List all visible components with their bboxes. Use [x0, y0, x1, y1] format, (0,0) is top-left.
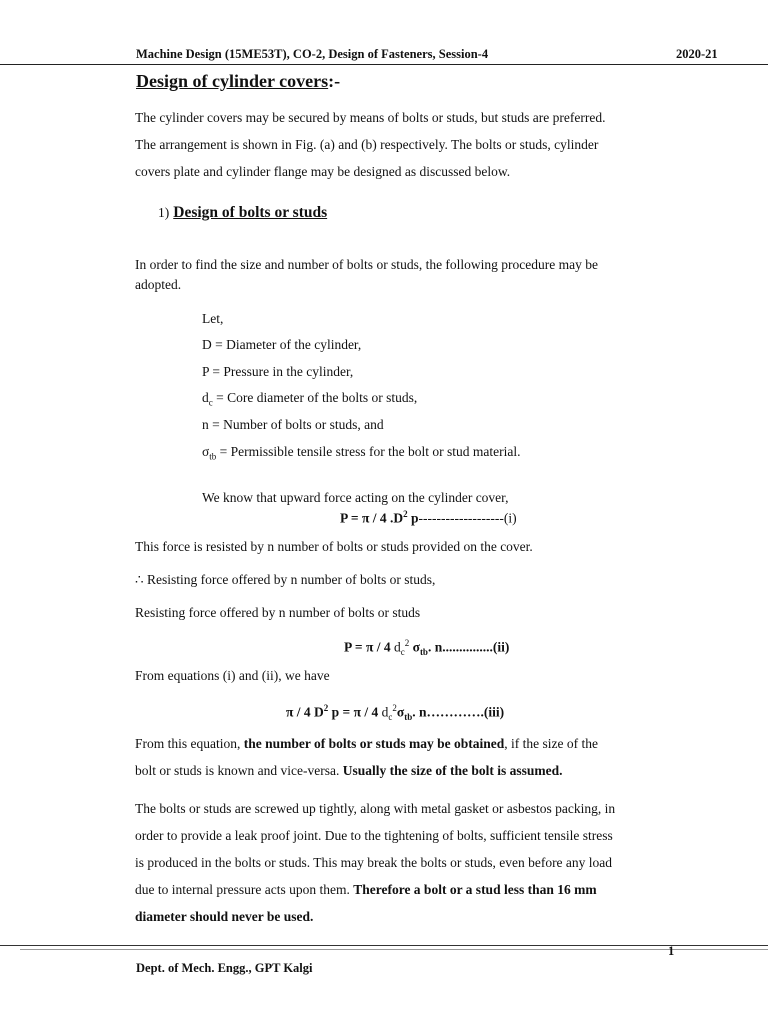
eq2-part-b: . n...............(ii)	[427, 639, 510, 655]
tightening-line-4	[135, 882, 597, 898]
equation-1	[340, 509, 517, 527]
procedure-line-1: In order to find the size and number of bolts or studs, the following procedure may be	[135, 257, 599, 272]
definition-number: n = Number of bolts or studs, and	[202, 417, 384, 432]
eq3-sup: 2	[323, 703, 329, 713]
conclusion-pre: From this equation,	[135, 736, 244, 751]
eq2-dc-sub: c	[400, 647, 405, 658]
let-label: Let,	[202, 311, 224, 326]
resist-line-3: Resisting force offered by n number of bolts or studs	[135, 605, 421, 620]
eq2-sigma: σ	[409, 639, 420, 655]
procedure-line-2: adopted.	[135, 277, 182, 292]
section-title: Design of bolts or studs	[173, 204, 328, 221]
eq3-sigma-sub: tb	[404, 712, 413, 723]
page-title-suffix: :-	[328, 71, 341, 91]
definition-stress	[202, 444, 520, 462]
tightening-line-3: is produced in the bolts or studs. This may break the bolts or studs, even before any load	[135, 855, 613, 870]
dc-symbol: d	[202, 390, 209, 405]
eq2-sigma-sub: tb	[419, 647, 428, 658]
conclusion-bold-2: Usually the size of the bolt is assumed.	[342, 763, 563, 778]
eq1-label: -------------------(i)	[418, 510, 517, 526]
equation-3	[286, 703, 504, 722]
force-intro: We know that upward force acting on the cylinder cover,	[202, 490, 509, 505]
eq1-part-b: p	[407, 510, 419, 526]
eq2-part-a: P = π / 4	[344, 639, 394, 655]
from-equations-line: From equations (i) and (ii), we have	[135, 668, 330, 683]
running-header-year: 2020-21	[676, 47, 718, 61]
eq3-sigma: σ	[396, 704, 405, 720]
tightening-line-5	[135, 909, 313, 925]
eq3-part-c: . n………….(iii)	[412, 704, 505, 720]
resist-line-1: This force is resisted by n number of bolts or studs provided on the cover.	[135, 539, 533, 554]
eq2-dc: d	[393, 639, 401, 655]
dc-subscript: c	[208, 397, 213, 408]
page-title	[136, 71, 340, 92]
section-heading	[158, 204, 327, 222]
conclusion-mid: , if the size of the	[504, 736, 599, 751]
header-rule	[0, 64, 768, 65]
eq3-dc-sub: c	[388, 712, 393, 723]
eq3-part-a: π / 4 D	[286, 704, 324, 720]
footer-rule-secondary	[20, 949, 768, 950]
page-number: 1	[668, 944, 675, 958]
equation-2	[344, 638, 509, 657]
resist-line-2: ∴ Resisting force offered by n number of bolts or studs,	[135, 572, 436, 587]
definition-core-diameter	[202, 390, 417, 408]
definition-pressure: P = Pressure in the cylinder,	[202, 364, 354, 379]
tightening-line-1: The bolts or studs are screwed up tightly, along with metal gasket or asbestos packing, in	[135, 801, 616, 816]
eq3-dc: d	[381, 704, 389, 720]
running-header-title: Machine Design (15ME53T), CO-2, Design of Fasteners, Session-4	[136, 47, 489, 61]
sigma-subscript: tb	[209, 451, 217, 462]
intro-line-3: covers plate and cylinder flange may be designed as discussed below.	[135, 164, 511, 179]
section-number: 1)	[158, 205, 170, 220]
footer-rule	[0, 945, 768, 946]
tightening-line5-bold: diameter should never be used.	[135, 909, 314, 924]
intro-line-1: The cylinder covers may be secured by means of bolts or studs, but studs are preferred.	[135, 110, 606, 125]
tightening-line4-bold: Therefore a bolt or a stud less than 16 mm	[353, 882, 597, 897]
sigma-text: = Permissible tensile stress for the bolt or stud material.	[216, 444, 521, 459]
intro-line-2: The arrangement is shown in Fig. (a) and (b) respectively. The bolts or studs, cylinder	[135, 137, 599, 152]
eq2-dc-sup: 2	[404, 638, 410, 648]
footer-department: Dept. of Mech. Engg., GPT Kalgi	[136, 961, 313, 975]
tightening-line-2: order to provide a leak proof joint. Due to the tightening of bolts, sufficient tensile stress	[135, 828, 613, 843]
eq3-dc-sup: 2	[392, 703, 397, 713]
definition-diameter: D = Diameter of the cylinder,	[202, 337, 362, 352]
page-title-text: Design of cylinder covers	[136, 71, 329, 91]
conclusion-line-2	[135, 763, 562, 779]
conclusion-line2-pre: bolt or studs is known and vice-versa.	[135, 763, 343, 778]
eq3-part-b: p = π / 4	[328, 704, 382, 720]
tightening-line4-pre: due to internal pressure acts upon them.	[135, 882, 354, 897]
conclusion-line-1	[135, 736, 598, 752]
dc-text: = Core diameter of the bolts or studs,	[212, 390, 418, 405]
eq1-sup: 2	[403, 509, 408, 519]
conclusion-bold-1: the number of bolts or studs may be obtained	[243, 736, 505, 751]
sigma-symbol: σ	[202, 444, 210, 459]
eq1-part-a: P = π / 4 .D	[340, 510, 404, 526]
